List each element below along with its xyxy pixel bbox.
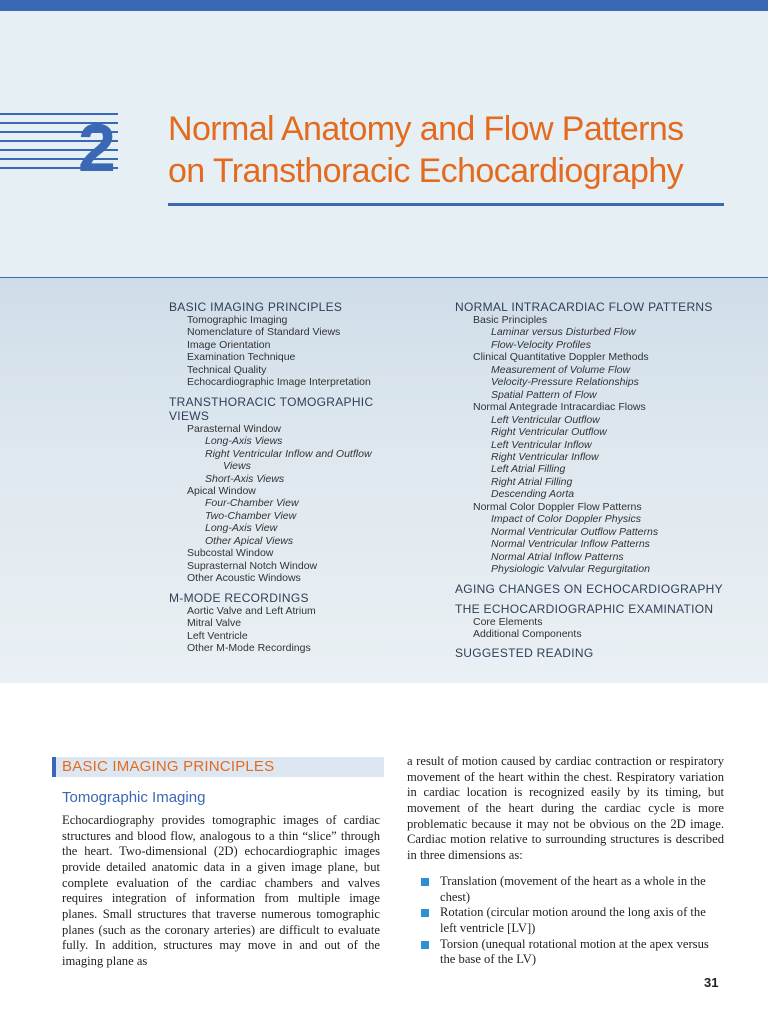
outline-subitem: Normal Ventricular Inflow Patterns: [491, 538, 650, 551]
outline-heading: TRANSTHORACIC TOMOGRAPHIC: [169, 394, 374, 409]
chapter-title-line-1: Normal Anatomy and Flow Patterns: [168, 110, 684, 148]
outline-item: Examination Technique: [187, 351, 296, 364]
chapter-title: [168, 108, 728, 192]
outline-item: Clinical Quantitative Doppler Methods: [473, 351, 649, 364]
bullet-square-icon: [421, 878, 429, 886]
title-underline: [168, 203, 724, 206]
outline-item: Suprasternal Notch Window: [187, 559, 318, 572]
outline-subitem: Normal Ventricular Outflow Patterns: [491, 525, 659, 538]
outline-item: Echocardiographic Image Interpretation: [187, 376, 371, 389]
outline-subitem: Flow-Velocity Profiles: [491, 338, 591, 351]
outline-subitem: Four-Chamber View: [205, 497, 299, 510]
outline-subitem: Right Ventricular Inflow: [491, 450, 599, 463]
outline-item: Subcostal Window: [187, 547, 274, 560]
outline-item: Tomographic Imaging: [187, 314, 288, 326]
outline-item: Left Ventricle: [187, 629, 248, 642]
chapter-title-line-2: on Transthoracic Echocardiography: [168, 152, 684, 190]
section-heading: BASIC IMAGING PRINCIPLES: [62, 758, 275, 775]
outline-subitem: Right Ventricular Outflow: [491, 426, 607, 439]
bullet-item: Translation (movement of the heart as a whole in the chest): [421, 874, 724, 905]
bullet-item: Torsion (unequal rotational motion at the apex versus the base of the LV): [421, 937, 724, 968]
outline-right-column: [455, 300, 755, 660]
outline-subitem: Measurement of Volume Flow: [491, 363, 631, 376]
outline-subitem: Spatial Pattern of Flow: [491, 388, 597, 401]
outline-subitem: Long-Axis Views: [205, 435, 283, 448]
outline-subitem: Velocity-Pressure Relationships: [491, 376, 639, 389]
outline-heading: AGING CHANGES ON ECHOCARDIOGRAPHY: [455, 581, 723, 596]
outline-item: Aortic Valve and Left Atrium: [187, 604, 316, 617]
outline-subitem: Other Apical Views: [205, 534, 294, 547]
outline-item: Basic Principles: [473, 314, 548, 326]
outline-item: Other Acoustic Windows: [187, 572, 301, 585]
outline-subitem: Left Ventricular Inflow: [491, 438, 592, 451]
subsection-heading: Tomographic Imaging: [62, 789, 206, 806]
outline-subitem: Views: [223, 460, 251, 473]
outline-subitem: Right Ventricular Inflow and Outflow: [205, 447, 372, 460]
body-paragraph-right: a result of motion caused by cardiac contraction or respiratory movement of the heart within the chest. Respiratory variation in cardiac location is recognized easily by its timing, but movement of the heart during the cardiac cycle is more problematic because it may not be obvious on the 2D image. Cardiac motion relative to surrounding structures is described in three dimensions as:: [407, 754, 724, 862]
outline-item: Parasternal Window: [187, 422, 281, 435]
outline-item: Mitral Valve: [187, 617, 242, 630]
outline-item: Normal Antegrade Intracardiac Flows: [473, 401, 646, 414]
outline-item: Normal Color Doppler Flow Patterns: [473, 500, 642, 513]
outline-left-column: [169, 300, 389, 654]
body-paragraph-left: Echocardiography provides tomographic images of cardiac structures and blood flow, analogous to a thin “slice” through the heart. Two-dimensional (2D) echocardiographic images provide detailed anatomic data in a given image plane, but complete evaluation of the cardiac chambers and valves requires integration of information from multiple image planes. Small structures that traverse numerous tomographic planes (such as the coronary arteries) are difficult to evaluate fully. In addition, structures may move in and out of the imaging plane as: [62, 813, 380, 968]
top-color-bar: [0, 0, 768, 11]
outline-heading: BASIC IMAGING PRINCIPLES: [169, 300, 343, 314]
outline-subitem: Laminar versus Disturbed Flow: [491, 326, 636, 339]
outline-item: Core Elements: [473, 615, 543, 628]
outline-item: Additional Components: [473, 627, 582, 640]
outline-item: Image Orientation: [187, 338, 271, 351]
outline-item: Other M-Mode Recordings: [187, 641, 311, 654]
motion-bullet-list: [421, 874, 724, 968]
outline-subitem: Impact of Color Doppler Physics: [491, 513, 641, 526]
outline-subitem: Left Ventricular Outflow: [491, 413, 600, 426]
outline-heading: NORMAL INTRACARDIAC FLOW PATTERNS: [455, 300, 713, 314]
outline-item: Technical Quality: [187, 363, 267, 376]
outline-subitem: Two-Chamber View: [205, 509, 297, 522]
chapter-number: 2: [78, 110, 114, 186]
outline-subitem: Right Atrial Filling: [491, 475, 573, 488]
bullet-square-icon: [421, 941, 429, 949]
outline-heading: VIEWS: [169, 408, 210, 423]
page-number: 31: [704, 975, 719, 990]
outline-subitem: Descending Aorta: [491, 488, 575, 501]
bullet-square-icon: [421, 909, 429, 917]
outline-subitem: Normal Atrial Inflow Patterns: [491, 550, 624, 563]
outline-subitem: Long-Axis View: [205, 522, 278, 535]
outline-item: Nomenclature of Standard Views: [187, 326, 341, 339]
outline-heading: SUGGESTED READING: [455, 646, 594, 661]
outline-heading: THE ECHOCARDIOGRAPHIC EXAMINATION: [455, 601, 714, 616]
outline-subitem: Short-Axis Views: [205, 472, 285, 485]
outline-item: Apical Window: [187, 484, 256, 497]
outline-subitem: Left Atrial Filling: [491, 463, 566, 476]
bullet-item: Rotation (circular motion around the long axis of the left ventricle [LV]): [421, 905, 724, 936]
outline-heading: M-MODE RECORDINGS: [169, 590, 309, 605]
outline-subitem: Physiologic Valvular Regurgitation: [491, 563, 650, 576]
